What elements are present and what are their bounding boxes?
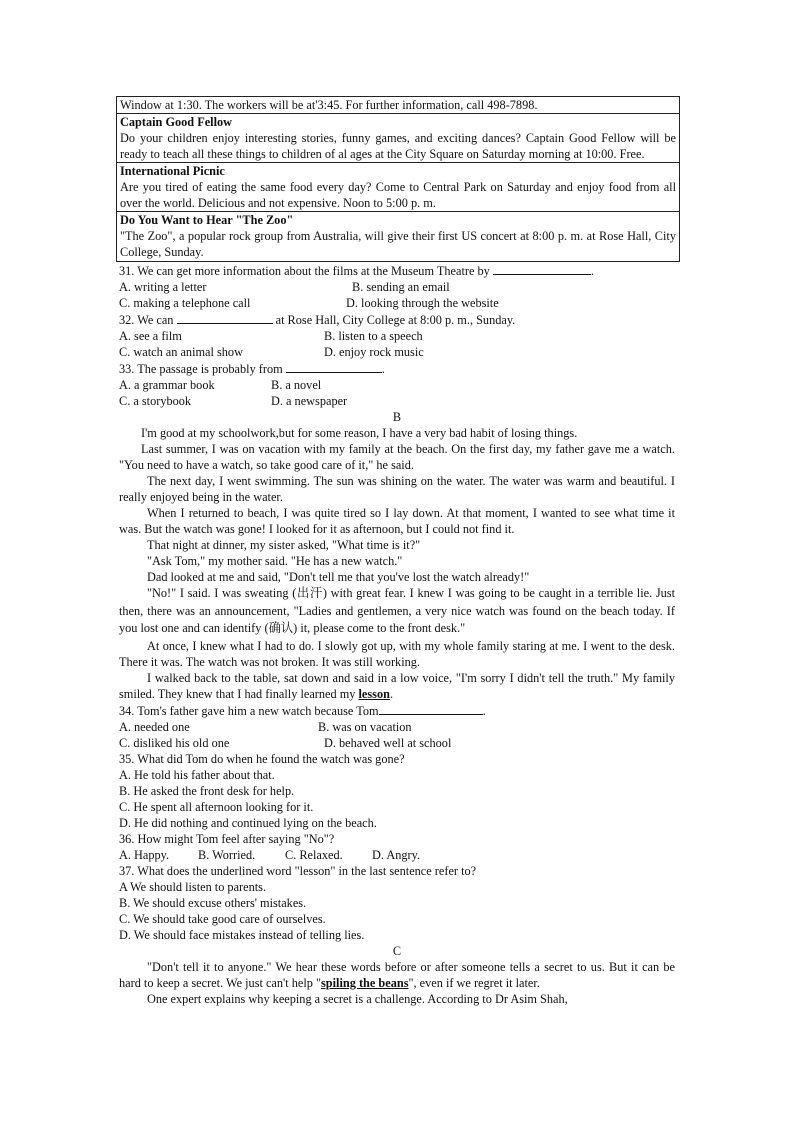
option-a[interactable]: A. needed one: [119, 719, 190, 734]
notice-carry-over: [117, 97, 679, 114]
answer-blank[interactable]: [379, 702, 483, 715]
question-34: 34. Tom's father gave him a new watch because Tom .: [119, 703, 486, 718]
option-a[interactable]: A. He told his father about that.: [119, 767, 275, 782]
options-row: [119, 377, 675, 393]
option-b[interactable]: B. a novel: [271, 378, 322, 392]
options-row: [119, 295, 675, 311]
option-b[interactable]: B. Worried.: [198, 847, 256, 862]
underlined-phrase: spiling the beans: [321, 975, 409, 990]
option-a[interactable]: A. see a film: [119, 329, 182, 343]
options-row: [119, 344, 675, 360]
notice-title: Do You Want to Hear "The Zoo": [120, 213, 294, 227]
question-35: 35. What did Tom do when he found the watch was gone?: [119, 751, 405, 766]
answer-blank[interactable]: [286, 360, 382, 373]
question-33: 33. The passage is probably from .: [119, 362, 385, 376]
exam-page: [119, 96, 675, 1007]
passage-paragraph: One expert explains why keeping a secret is a challenge. According to Dr Asim Shah,: [147, 991, 568, 1006]
option-d[interactable]: D. Angry.: [372, 847, 421, 862]
option-d[interactable]: D. looking through the website: [346, 296, 499, 310]
question-stem: 34. Tom's father gave him a new watch because Tom: [119, 703, 379, 718]
option-b[interactable]: B. listen to a speech: [324, 329, 423, 343]
passage-paragraph-last: I walked back to the table, sat down and said in a low voice, "I'm sorry I didn't tell the truth." My family smiled. They knew that I had finally learned my lesson.: [119, 670, 675, 701]
option-c[interactable]: C. We should take good care of ourselves.: [119, 911, 326, 926]
option-d[interactable]: D. He did nothing and continued lying on the beach.: [119, 815, 377, 830]
options-row: [119, 719, 675, 735]
passage-paragraph: I'm good at my schoolwork,but for some reason, I have a very bad habit of losing things.: [141, 426, 578, 440]
option-d[interactable]: D. We should face mistakes instead of telling lies.: [119, 927, 365, 942]
option-a[interactable]: A We should listen to parents.: [119, 879, 267, 894]
passage-paragraph: "No!" I said. I was sweating (出汗) with great fear. I knew I was going to be caught in a terrible lie. Just then, there was an announcement, "Ladies and gentlemen, a very nice watch was found on the beach today. If you lost one and can identify (确认) it, please come to the front desk.": [119, 586, 675, 635]
passage-paragraph: The next day, I went swimming. The sun was shining on the water. The water was warm and beautiful. I really enjoyed being in the water.: [119, 474, 675, 504]
underlined-word-lesson: lesson: [358, 686, 390, 701]
question-32: [119, 311, 675, 328]
options-row: [119, 735, 675, 751]
passage-paragraph: "Don't tell it to anyone." We hear these words before or after someone tells a secret to us. But it can be hard to keep a secret. We just can't help "spiling the beans", even if we regret it later.: [119, 959, 675, 990]
notice-international-picnic: [117, 163, 679, 212]
passage-paragraph: Last summer, I was on vacation with my family at the beach. On the first day, my father gave me a watch. "You need to have a watch, so take good care of it," he said.: [119, 442, 675, 472]
option-a[interactable]: A. a grammar book: [119, 378, 215, 392]
section-c-heading: C: [392, 943, 402, 958]
section-b-heading: B: [392, 410, 402, 424]
notice-title: International Picnic: [120, 164, 225, 178]
option-b[interactable]: B. We should excuse others' mistakes.: [119, 895, 307, 910]
notice-text: "The Zoo", a popular rock group from Australia, will give their first US concert at 8:00 p. m. at Rose Hall, City College, Sunday.: [120, 229, 676, 259]
question-37: 37. What does the underlined word "lesson" in the last sentence refer to?: [119, 863, 477, 878]
notices-table: [116, 96, 680, 262]
option-a[interactable]: A. writing a letter: [119, 280, 207, 294]
options-row: [119, 847, 675, 863]
option-b[interactable]: B. was on vacation: [318, 719, 412, 734]
notice-text: Are you tired of eating the same food every day? Come to Central Park on Saturday and enjoy food from all over the world. Delicious and not expensive. Noon to 5:00 p. m.: [120, 180, 676, 210]
option-c[interactable]: C. disliked his old one: [119, 735, 230, 750]
answer-blank[interactable]: [493, 262, 591, 275]
option-b[interactable]: B. sending an email: [352, 280, 450, 294]
question-stem: 32. We can: [119, 313, 174, 327]
passage-paragraph: At once, I knew what I had to do. I slowly got up, with my whole family staring at me. I went to the desk. There it was. The watch was not broken. It was still working.: [119, 638, 675, 669]
option-d[interactable]: D. a newspaper: [271, 394, 348, 408]
notice-text: Window at 1:30. The workers will be at'3:45. For further information, call 498-7898.: [120, 98, 538, 112]
answer-blank[interactable]: [177, 311, 273, 324]
passage-paragraph: "Ask Tom," my mother said. "He has a new watch.": [147, 554, 403, 568]
option-c[interactable]: C. watch an animal show: [119, 345, 243, 359]
notice-text: Do your children enjoy interesting stories, funny games, and exciting dances? Captain Good Fellow will be ready to teach all these things to children of al ages at the City Square on Saturday morning at 10:00. Free.: [120, 131, 676, 161]
notice-captain-good-fellow: [117, 114, 679, 163]
question-stem: 31. We can get more information about the films at the Museum Theatre by: [119, 264, 490, 278]
option-b[interactable]: B. He asked the front desk for help.: [119, 783, 295, 798]
option-c[interactable]: C. making a telephone call: [119, 296, 251, 310]
question-stem-end: at Rose Hall, City College at 8:00 p. m., Sunday.: [275, 313, 516, 327]
option-a[interactable]: A. Happy.: [119, 847, 170, 862]
options-row: [119, 279, 675, 295]
option-c[interactable]: C. He spent all afternoon looking for it.: [119, 799, 314, 814]
question-31: 31. We can get more information about the films at the Museum Theatre by .: [119, 264, 594, 278]
passage-paragraph: When I returned to beach, I was quite tired so I lay down. At that moment, I wanted to see what time it was. But the watch was gone! I looked for it as afternoon, but I could not find it.: [119, 506, 675, 536]
question-36: 36. How might Tom feel after saying "No"?: [119, 831, 335, 846]
question-stem: 33. The passage is probably from: [119, 362, 283, 376]
passage-paragraph: Dad looked at me and said, "Don't tell me that you've lost the watch already!": [147, 570, 530, 584]
options-row: [119, 393, 675, 409]
notice-the-zoo: [117, 212, 679, 261]
passage-paragraph: That night at dinner, my sister asked, "What time is it?": [147, 538, 421, 552]
option-d[interactable]: D. behaved well at school: [324, 735, 452, 750]
options-row: [119, 328, 675, 344]
notice-title: Captain Good Fellow: [120, 115, 233, 129]
option-d[interactable]: D. enjoy rock music: [324, 345, 424, 359]
option-c[interactable]: C. Relaxed.: [285, 847, 343, 862]
option-c[interactable]: C. a storybook: [119, 394, 192, 408]
